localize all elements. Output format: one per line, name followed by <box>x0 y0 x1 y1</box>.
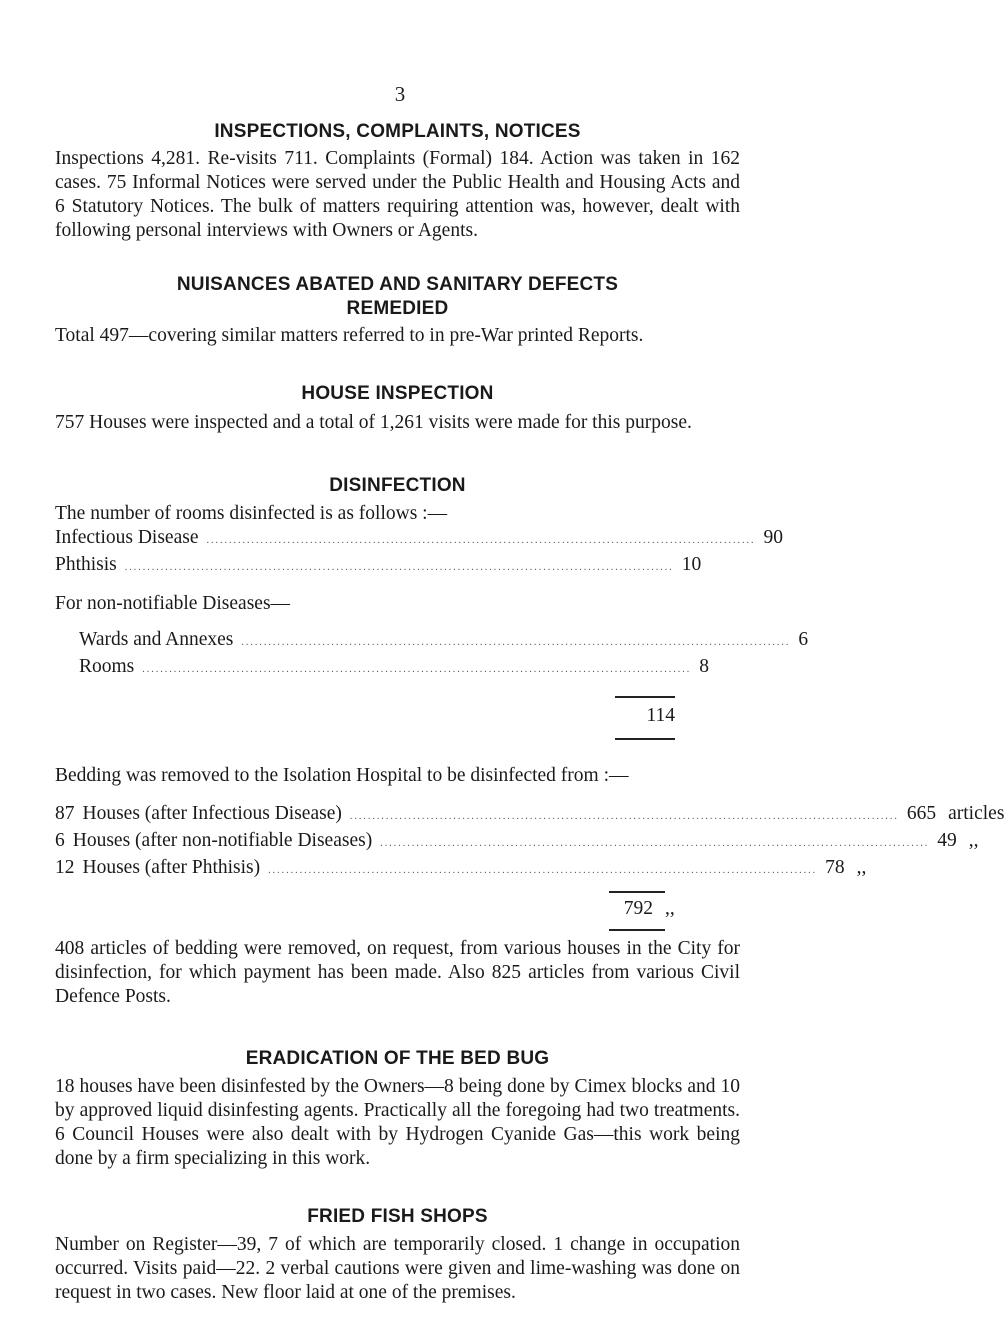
row-label: Rooms <box>79 656 135 677</box>
page-number: 3 <box>394 82 406 106</box>
table-row: 87 Houses (after Infectious Disease) .......................................................................................................................... 665 articles <box>55 803 1004 824</box>
house-count: 87 <box>55 803 75 824</box>
row-value: 78 <box>825 857 845 878</box>
fish-shops-heading: FRIED FISH SHOPS <box>307 1206 488 1227</box>
total-rule <box>615 738 675 740</box>
row-value: 49 <box>937 830 957 851</box>
row-label: Houses (after Infectious Disease) <box>82 803 342 824</box>
bedding-total-unit: ,, <box>665 898 675 919</box>
disinfection-table <box>55 526 809 682</box>
total-rule <box>615 696 675 698</box>
inspections-text: Inspections 4,281. Re-visits 711. Complaints (Formal) 184. Action was taken in 162 cases. 75 Informal Notices were served under the Public Health and Housing Acts and 6 Statutory Notices. The bulk of matters requiring attention was, however, dealt with following personal interviews with Owners or Agents. <box>55 148 740 241</box>
table-row: Wards and Annexes .......................................................................................................................... 6 <box>79 629 809 650</box>
bedding-total <box>55 897 745 921</box>
document-body <box>55 120 1004 1305</box>
section-bed-bug <box>55 1047 740 1171</box>
bedding-note: 408 articles of bedding were removed, on request, from various houses in the City for disinfection, for which payment has been made. Also 825 articles from various Civil Defence Posts. <box>55 938 740 1007</box>
row-value: 10 <box>681 554 702 575</box>
row-label: Houses (after Phthisis) <box>82 857 261 878</box>
bedding-total-value: 792 <box>623 898 653 919</box>
bedding-table <box>55 802 1004 931</box>
bed-bug-text: 18 houses have been disinfested by the Owners—8 being done by Cimex blocks and 10 by approved liquid disinfesting agents. Practically all the foregoing had two treatments. 6 Council Houses were also dealt with by Hydrogen Cyanide Gas—this work being done by a firm specializing in this work. <box>55 1076 740 1169</box>
nuisances-heading-line2: REMEDIED <box>346 298 449 319</box>
bed-bug-heading: ERADICATION OF THE BED BUG <box>245 1048 550 1069</box>
row-value: 6 <box>798 629 809 650</box>
section-inspections <box>55 120 740 243</box>
bedding-intro: Bedding was removed to the Isolation Hospital to be disinfected from :— <box>55 765 629 786</box>
disinfection-heading: DISINFECTION <box>329 475 466 496</box>
row-value: 8 <box>699 656 710 677</box>
house-inspection-text: 757 Houses were inspected and a total of 1,261 visits were made for this purpose. <box>55 412 692 433</box>
bedding-total-rule <box>55 891 745 893</box>
table-row: Infectious Disease .......................................................................................................................... 90 <box>55 527 783 548</box>
fish-shops-text: Number on Register—39, 7 of which are temporarily closed. 1 change in occupation occurred. Visits paid—22. 2 verbal cautions were given and lime-washing was done on request in two cases. New floor laid at one of the premises. <box>55 1234 740 1303</box>
row-value: 665 <box>906 803 937 824</box>
row-unit: articles <box>948 803 1004 824</box>
row-label: Houses (after non-notifiable Diseases) <box>72 830 373 851</box>
row-label: Infectious Disease <box>55 527 199 548</box>
table-row: Phthisis .......................................................................................................................... 10 <box>55 554 702 575</box>
non-notifiable-heading: For non-notifiable Diseases— <box>55 593 291 614</box>
table-row: Rooms .......................................................................................................................... 8 <box>79 656 710 677</box>
row-value: 90 <box>763 527 783 548</box>
row-unit: ,, <box>968 830 979 851</box>
section-house-inspection <box>55 382 740 435</box>
row-label: Phthisis <box>55 554 117 575</box>
section-fish-shops <box>55 1205 740 1305</box>
disinfection-total <box>55 696 675 740</box>
bedding-total-rule <box>55 929 745 931</box>
nuisances-text: Total 497—covering similar matters referred to in pre-War printed Reports. <box>55 325 644 346</box>
disinfection-intro: The number of rooms disinfected is as follows :— <box>55 503 448 524</box>
total-value: 114 <box>646 705 675 726</box>
house-count: 6 <box>55 830 65 851</box>
row-unit: ,, <box>856 857 867 878</box>
house-inspection-heading: HOUSE INSPECTION <box>301 383 494 404</box>
inspections-heading: INSPECTIONS, COMPLAINTS, NOTICES <box>214 121 581 142</box>
row-label: Wards and Annexes <box>79 629 234 650</box>
nuisances-heading-line1: NUISANCES ABATED AND SANITARY DEFECTS <box>176 274 619 295</box>
table-row: 6 Houses (after non-notifiable Diseases) .......................................................................................................................... 49 ,, <box>55 830 979 851</box>
section-disinfection <box>55 474 1004 1009</box>
house-count: 12 <box>55 857 75 878</box>
section-nuisances <box>55 273 740 348</box>
table-row: 12 Houses (after Phthisis) .......................................................................................................................... 78 ,, <box>55 857 867 878</box>
